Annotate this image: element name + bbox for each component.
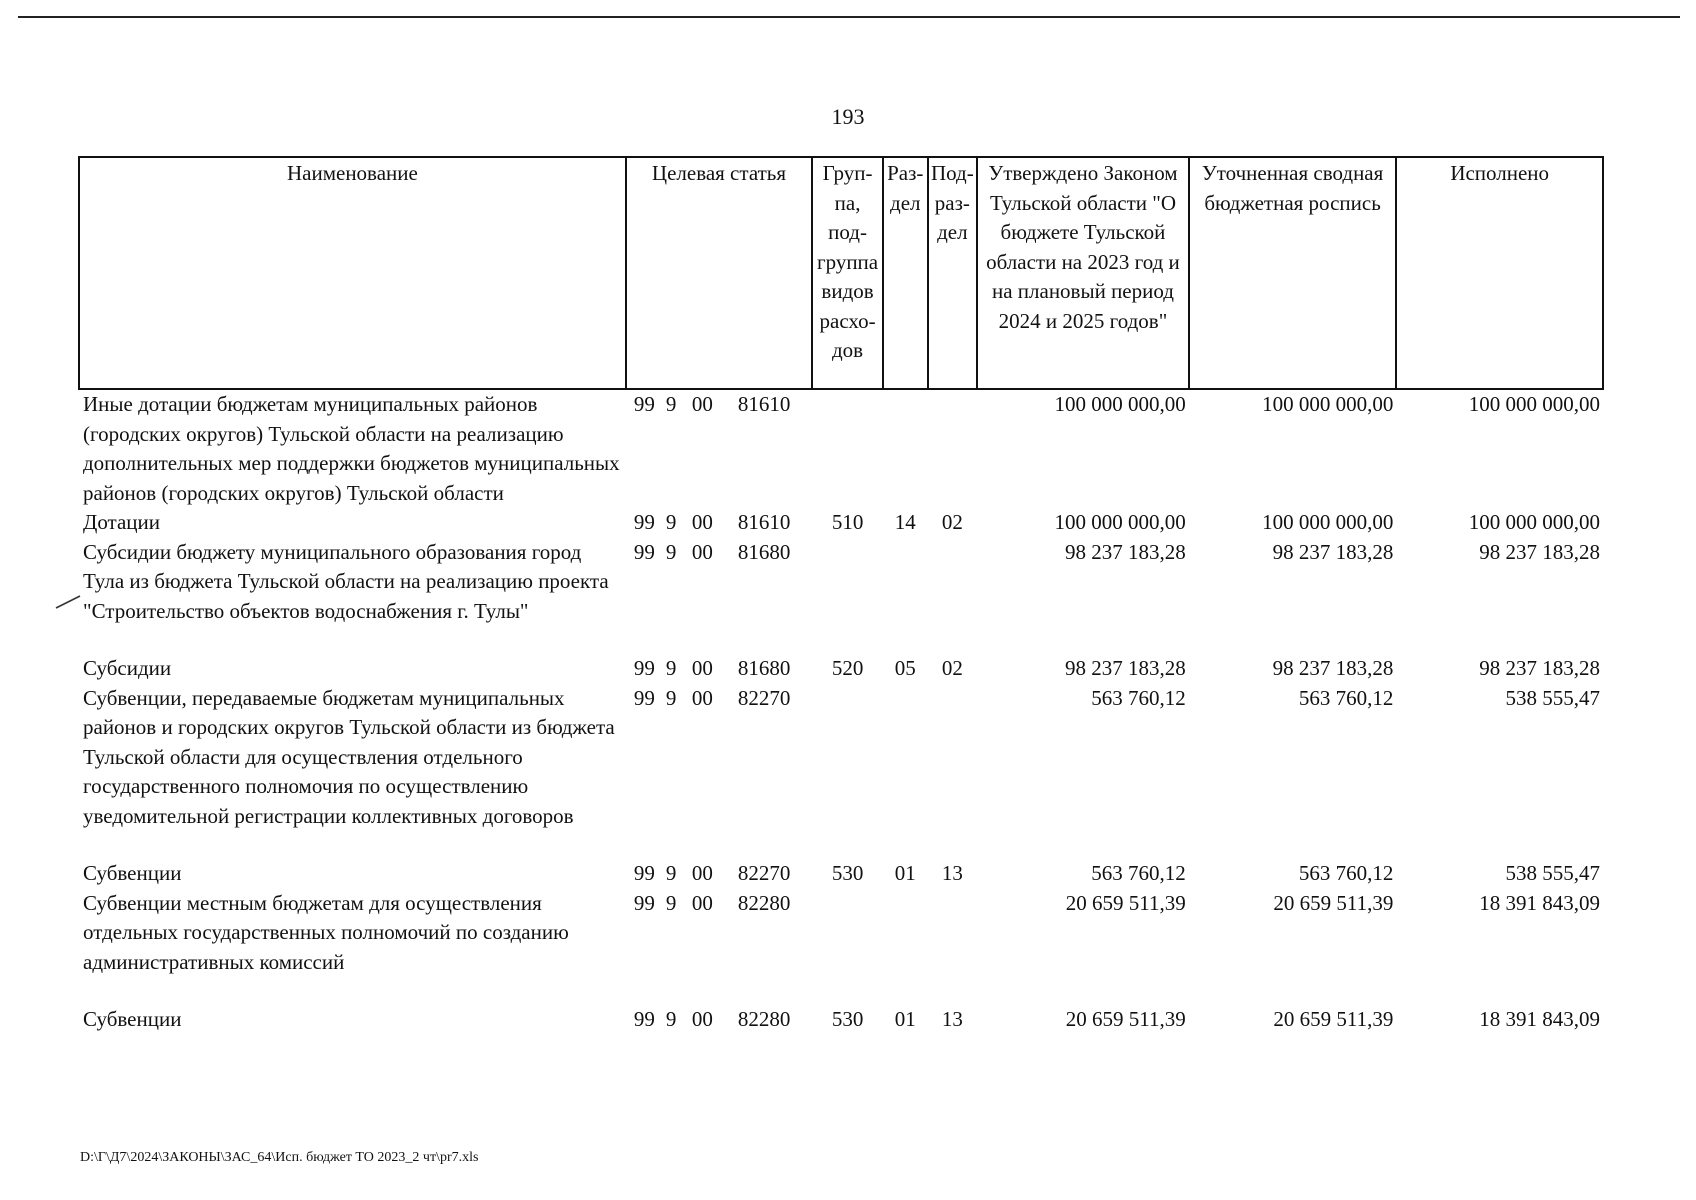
row-podrazdel: 13 [941, 1007, 963, 1031]
row-target-code: 99 9 00 82270 [633, 861, 791, 885]
header-approved: Утверждено Законом Тульской области "О бюджете Тульской области на 2023 год и на плановый период 2024 и 2025 годов" [977, 157, 1189, 389]
table-row [79, 859, 1603, 889]
row-name: Субвенции [83, 1007, 182, 1031]
row-podrazdel [928, 889, 978, 1006]
row-podrazdel: 02 [941, 656, 963, 680]
row-approved: 100 000 000,00 [1054, 510, 1186, 534]
row-approved: 20 659 511,39 [1065, 1007, 1186, 1031]
row-updated: 98 237 183,28 [1272, 656, 1394, 680]
row-name: Субвенции, передаваемые бюджетам муниципальных районов и городских округов Тульской области из бюджета Тульской области для осуществления отдельного государственного полномочия по осуществлению уведомительной регистрации коллективных договоров [83, 685, 615, 828]
row-target-code: 99 9 00 82280 [633, 890, 791, 915]
table-row [79, 508, 1603, 538]
header-expense-group: Груп-па, под-группа видов расхо-дов [812, 157, 883, 389]
row-podrazdel [928, 684, 978, 860]
row-razdel: 05 [894, 656, 916, 680]
row-updated: 98 237 183,28 [1272, 539, 1394, 564]
row-target-code: 99 9 00 82270 [633, 685, 791, 710]
row-group [812, 684, 883, 860]
row-executed: 98 237 183,28 [1479, 539, 1600, 564]
row-razdel [883, 684, 928, 860]
row-group: 530 [831, 861, 864, 885]
row-approved: 98 237 183,28 [1065, 539, 1186, 564]
row-group: 530 [831, 1007, 864, 1031]
row-name: Субсидии бюджету муниципального образования город Тула из бюджета Тульской области на реализацию проекта "Строительство объектов водоснабжения г. Тулы" [83, 539, 609, 623]
row-updated: 20 659 511,39 [1273, 1007, 1394, 1031]
budget-table [78, 156, 1604, 1035]
row-executed: 538 555,47 [1505, 861, 1600, 885]
row-updated: 563 760,12 [1298, 861, 1394, 885]
table-row [79, 389, 1603, 508]
table-row [79, 889, 1603, 1006]
row-podrazdel [928, 538, 978, 655]
row-razdel [883, 538, 928, 655]
row-name: Дотации [83, 510, 161, 534]
row-group [812, 389, 883, 508]
row-updated: 100 000 000,00 [1262, 392, 1394, 416]
row-group [812, 889, 883, 1006]
row-target-code: 99 9 00 81610 [633, 510, 791, 534]
row-executed: 18 391 843,09 [1479, 1007, 1600, 1031]
row-target-code: 99 9 00 81680 [633, 539, 791, 564]
table-row [79, 538, 1603, 655]
row-name: Иные дотации бюджетам муниципальных районов (городских округов) Тульской области на реализацию дополнительных мер поддержки бюджетов муниципальных районов (городских округов) Тульской области [83, 392, 620, 505]
row-podrazdel: 02 [941, 510, 963, 534]
table-row [79, 684, 1603, 860]
row-approved: 563 760,12 [1091, 861, 1186, 885]
row-name: Субвенции местным бюджетам для осуществления отдельных государственных полномочий по созданию административных комиссий [83, 890, 569, 974]
row-updated: 100 000 000,00 [1262, 510, 1394, 534]
row-name: Субсидии [83, 656, 172, 680]
table-row [79, 1005, 1603, 1035]
row-approved: 20 659 511,39 [1065, 890, 1186, 915]
header-target-article: Целевая статья [626, 157, 812, 389]
row-podrazdel: 13 [941, 861, 963, 885]
row-razdel [883, 389, 928, 508]
row-executed: 98 237 183,28 [1479, 656, 1600, 680]
header-podrazdel: Под-раз-дел [928, 157, 978, 389]
row-razdel: 01 [894, 1007, 916, 1031]
file-path-footer: D:\Г\Д7\2024\ЗАКОНЫ\ЗАС_64\Исп. бюджет ТО 2023_2 чт\pr7.xls [80, 1150, 479, 1165]
row-approved: 100 000 000,00 [1054, 392, 1186, 416]
row-approved: 98 237 183,28 [1065, 656, 1186, 680]
row-executed: 100 000 000,00 [1468, 510, 1600, 534]
page-number: 193 [831, 104, 865, 129]
row-group: 510 [831, 510, 864, 534]
row-executed: 538 555,47 [1505, 685, 1600, 710]
row-target-code: 99 9 00 82280 [633, 1007, 791, 1031]
header-razdel: Раз-дел [883, 157, 928, 389]
row-approved: 563 760,12 [1091, 685, 1186, 710]
row-razdel [883, 889, 928, 1006]
row-group [812, 538, 883, 655]
table-header-row [79, 157, 1603, 389]
row-name: Субвенции [83, 861, 182, 885]
row-executed: 100 000 000,00 [1468, 392, 1600, 416]
row-group: 520 [831, 656, 864, 680]
table-row [79, 654, 1603, 684]
row-updated: 563 760,12 [1298, 685, 1394, 710]
row-razdel: 14 [894, 510, 916, 534]
row-podrazdel [928, 389, 978, 508]
row-target-code: 99 9 00 81610 [633, 392, 791, 416]
row-target-code: 99 9 00 81680 [633, 656, 791, 680]
row-razdel: 01 [894, 861, 916, 885]
header-updated: Уточненная сводная бюджетная роспись [1189, 157, 1397, 389]
top-rule [18, 16, 1680, 18]
row-executed: 18 391 843,09 [1479, 890, 1600, 915]
row-updated: 20 659 511,39 [1273, 890, 1394, 915]
header-name: Наименование [79, 157, 626, 389]
header-executed: Исполнено [1396, 157, 1603, 389]
